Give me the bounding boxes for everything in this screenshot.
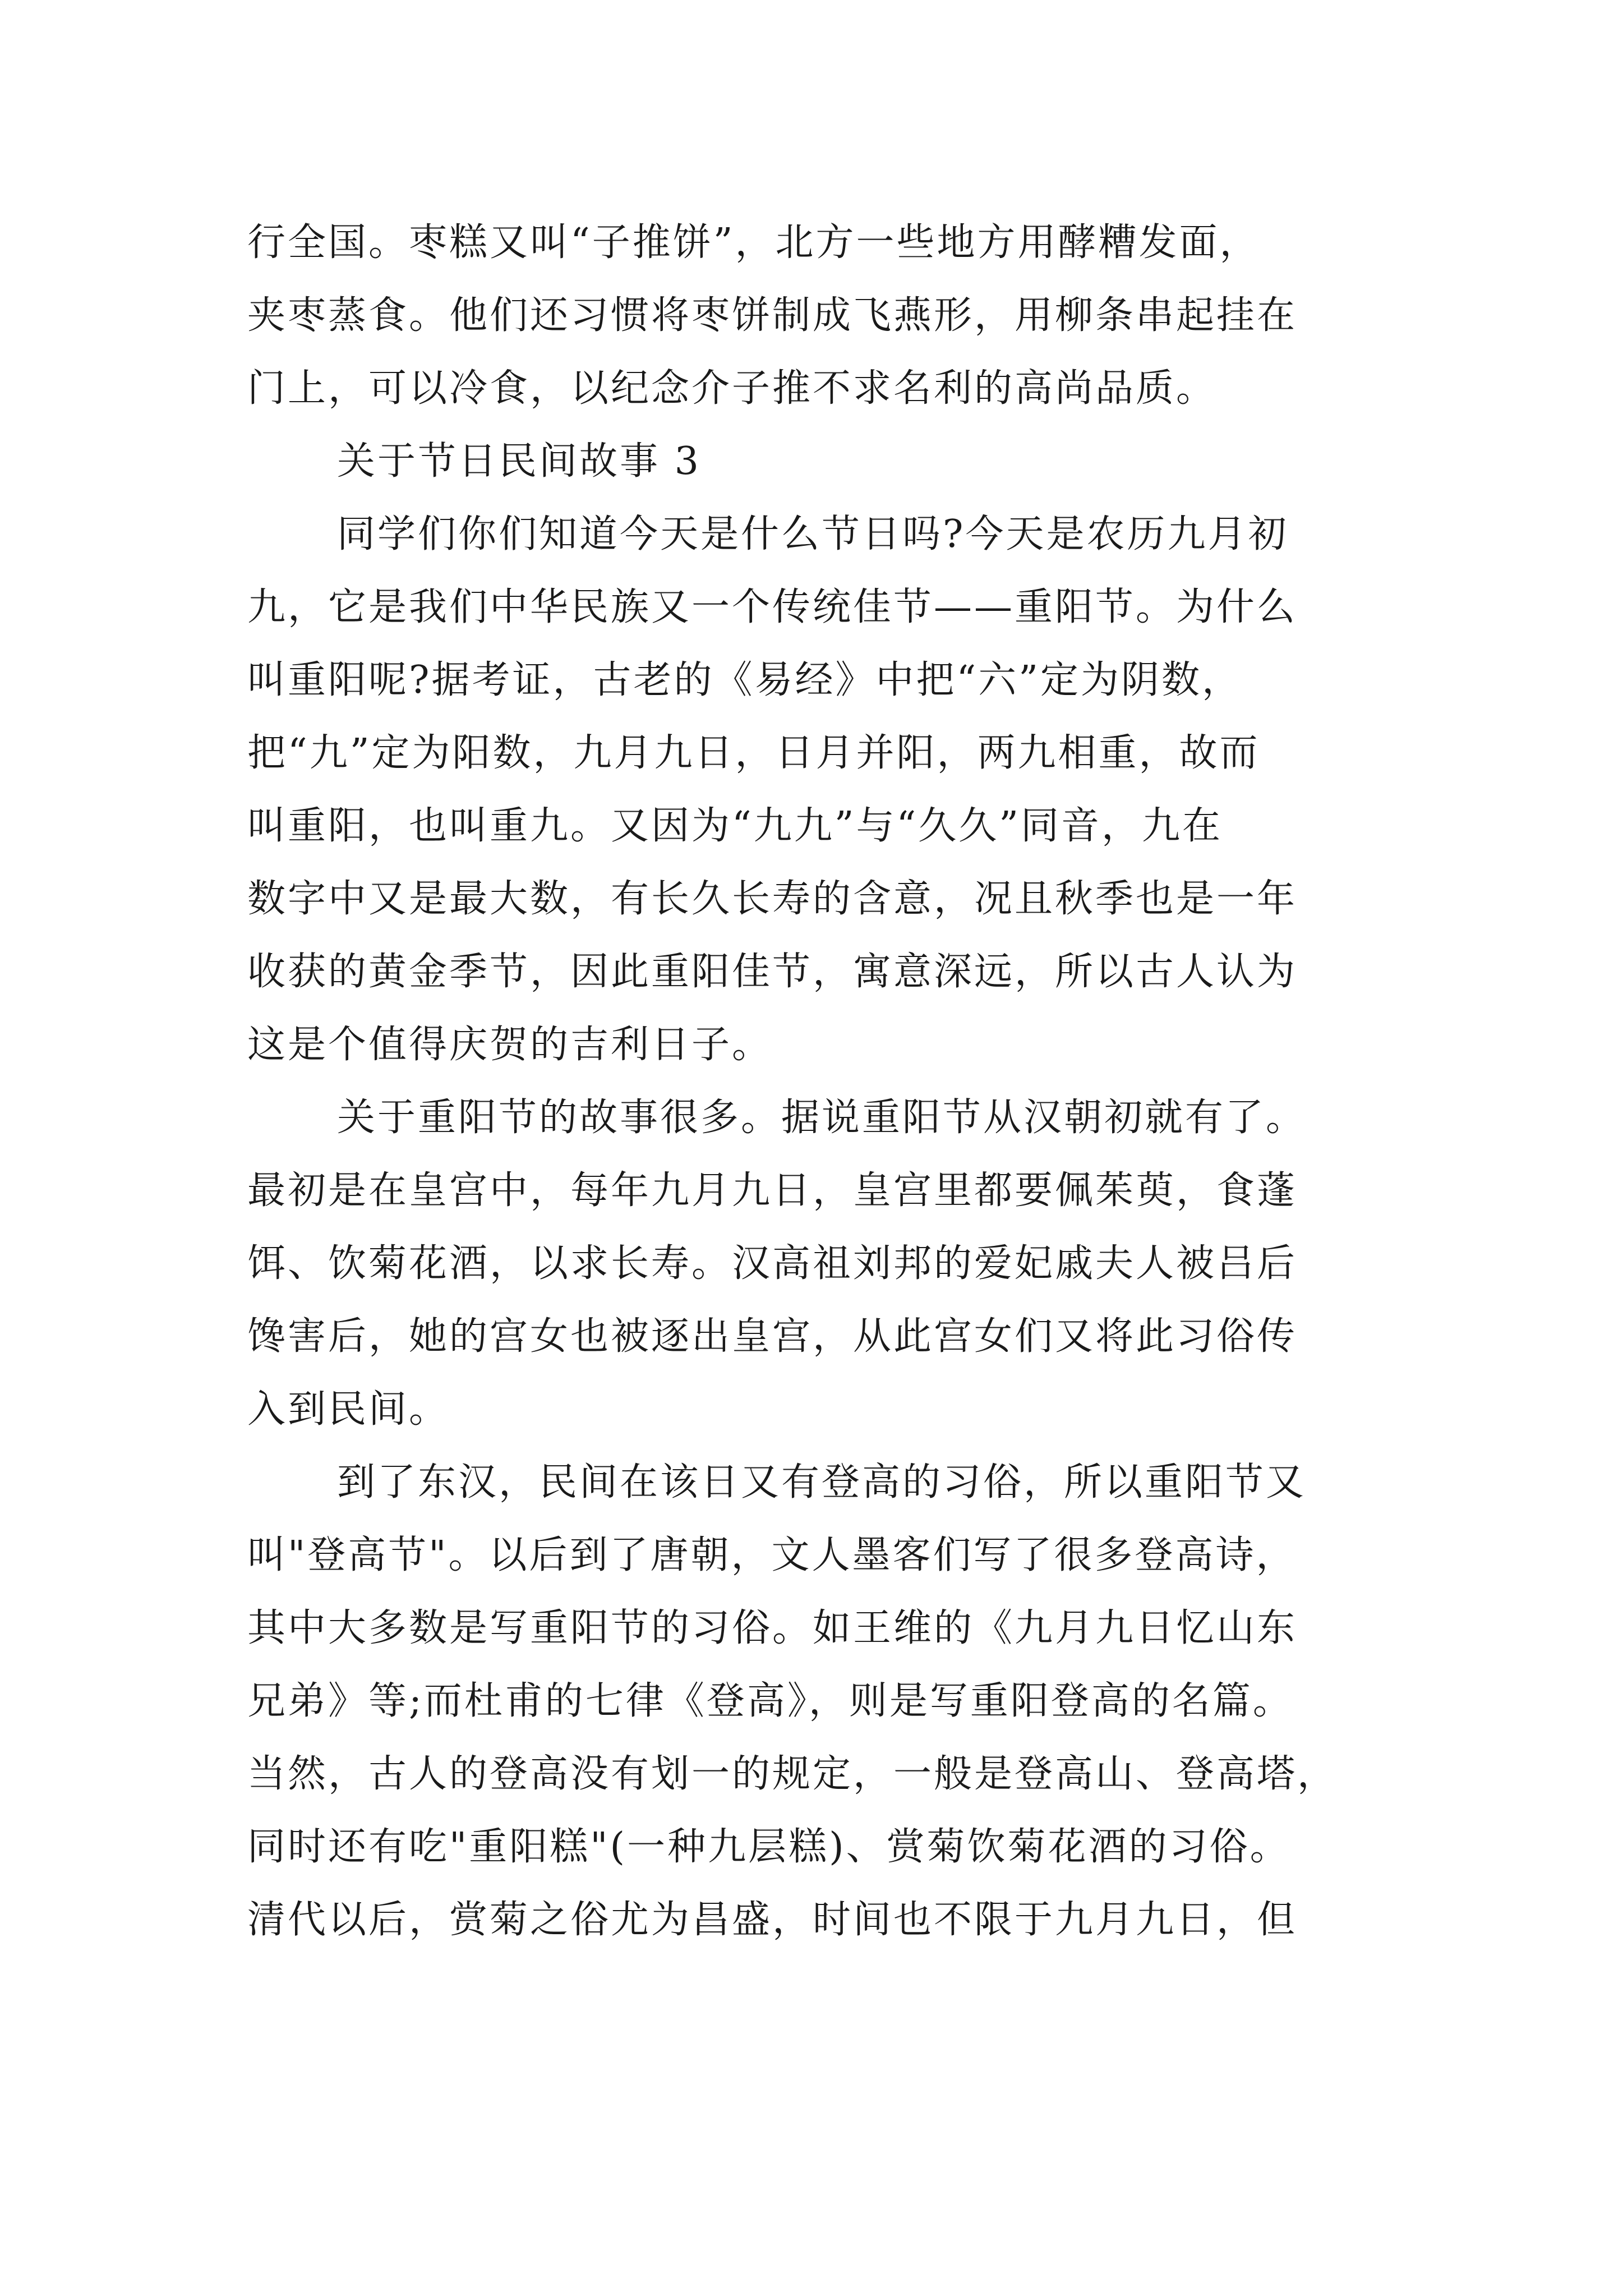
text-line: 入到民间。 — [247, 1387, 450, 1432]
text-line: 清代以后，赏菊之俗尤为昌盛，时间也不限于九月九日，但 — [247, 1898, 1298, 1942]
text-line: 馋害后，她的宫女也被逐出皇宫，从此宫女们又将此习俗传 — [247, 1314, 1298, 1359]
text-line: 收获的黄金季节，因此重阳佳节，寓意深远，所以古人认为 — [247, 950, 1298, 994]
text-line: 同学们你们知道今天是什么节日吗?今天是农历九月初 — [337, 512, 1289, 556]
text-line: 到了东汉，民间在该日又有登高的习俗，所以重阳节又 — [337, 1460, 1307, 1504]
text-line: 饵、饮菊花酒，以求长寿。汉高祖刘邦的爱妃戚夫人被吕后 — [247, 1241, 1298, 1286]
text-line: 最初是在皇宫中，每年九月九日，皇宫里都要佩茱萸，食蓬 — [247, 1168, 1298, 1213]
text-line: 行全国。枣糕又叫“子推饼”，北方一些地方用酵糟发面， — [247, 220, 1260, 265]
text-line: 把“九”定为阳数，九月九日，日月并阳，两九相重，故而 — [247, 731, 1260, 775]
text-line: 叫重阳呢?据考证，古老的《易经》中把“六”定为阴数， — [247, 658, 1242, 702]
text-line: 门上，可以冷食，以纪念介子推不求名利的高尚品质。 — [247, 366, 1217, 411]
text-line: 叫重阳，也叫重九。又因为“九九”与“久久”同音，九在 — [247, 804, 1223, 848]
text-line: 叫"登高节"。以后到了唐朝，文人墨客们写了很多登高诗， — [247, 1533, 1297, 1577]
text-line: 关于重阳节的故事很多。据说重阳节从汉朝初就有了。 — [337, 1096, 1307, 1140]
text-line: 夹枣蒸食。他们还习惯将枣饼制成飞燕形，用柳条串起挂在 — [247, 293, 1298, 338]
text-line: 兄弟》等;而杜甫的七律《登高》，则是写重阳登高的名篇。 — [247, 1679, 1293, 1723]
text-line: 九，它是我们中华民族又一个传统佳节——重阳节。为什么 — [247, 585, 1298, 629]
document-body — [247, 206, 1391, 1957]
text-line: 其中大多数是写重阳节的习俗。如王维的《九月九日忆山东 — [247, 1606, 1298, 1650]
section-heading: 关于节日民间故事 3 — [337, 439, 701, 484]
text-line: 当然，古人的登高没有划一的规定，一般是登高山、登高塔， — [247, 1752, 1338, 1796]
text-line: 数字中又是最大数，有长久长寿的含意，况且秋季也是一年 — [247, 877, 1298, 921]
text-line: 这是个值得庆贺的吉利日子。 — [247, 1023, 773, 1067]
text-line: 同时还有吃"重阳糕"(一种九层糕)、赏菊饮菊花酒的习俗。 — [247, 1825, 1290, 1869]
